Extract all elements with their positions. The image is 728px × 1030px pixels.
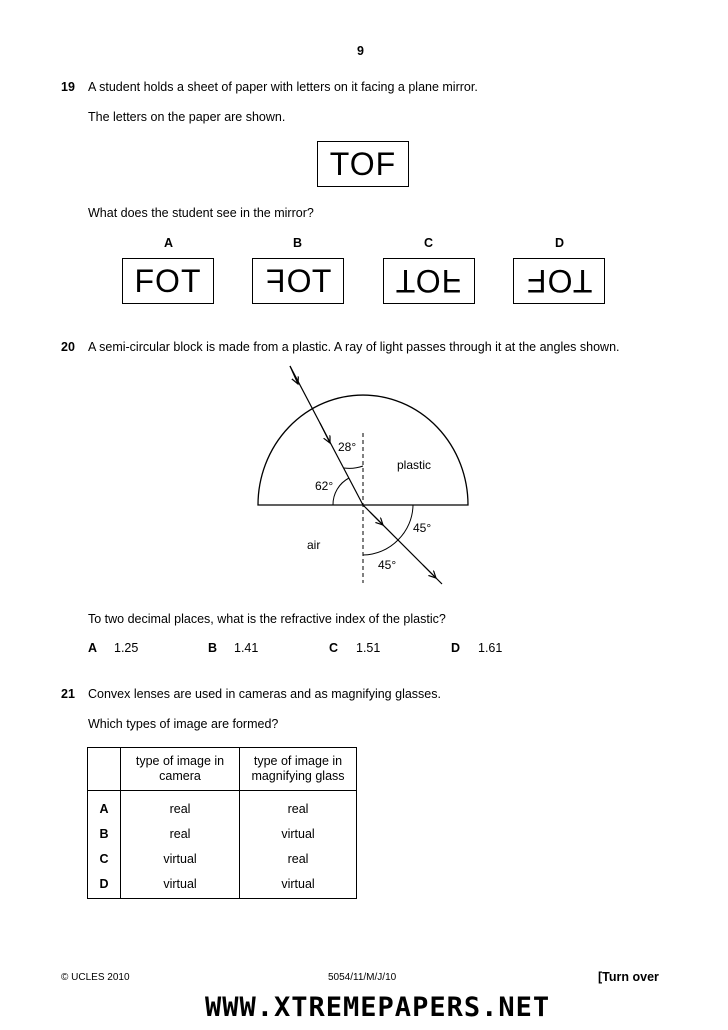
row-label: B <box>88 821 121 846</box>
q20-option-a-label: A <box>88 641 98 655</box>
option-b-box <box>252 258 344 304</box>
question-20-text: A semi-circular block is made from a plastic. A ray of light passes through it at the angles shown. <box>88 340 620 354</box>
row-label: C <box>88 846 121 871</box>
q20-option-b-label: B <box>208 641 218 655</box>
option-c-label: C <box>424 236 434 250</box>
angle-label-62: 62° <box>315 479 334 493</box>
q20-option-d-value: 1.61 <box>478 641 503 655</box>
option-d-label: D <box>555 236 565 250</box>
header-magnifier-line2: magnifying glass <box>251 769 345 783</box>
table-row <box>88 846 357 871</box>
label-air: air <box>307 538 321 552</box>
question-19-number: 19 <box>61 80 75 94</box>
angle-label-45-bottom: 45° <box>378 558 397 572</box>
angle-arc-28 <box>344 466 363 468</box>
paper-letters: TOF <box>329 146 397 182</box>
angle-arc-45-right <box>398 505 413 540</box>
q20-option-d-label: D <box>451 641 461 655</box>
header-magnifier-line1: type of image in <box>253 754 343 768</box>
option-d-box <box>513 258 605 304</box>
q20-option-b-value: 1.41 <box>234 641 259 655</box>
page-number: 9 <box>357 44 364 58</box>
question-20-number: 20 <box>61 340 75 354</box>
table-header-magnifier <box>240 748 357 791</box>
row-label: A <box>88 791 121 822</box>
angle-arc-45-bottom <box>363 540 398 555</box>
row-camera: virtual <box>121 871 240 898</box>
angle-label-28: 28° <box>338 440 357 454</box>
option-c-box <box>383 258 475 304</box>
refraction-diagram <box>240 362 490 592</box>
option-c-letters: TOF <box>395 263 463 299</box>
option-b-label: B <box>293 236 303 250</box>
angle-label-45-right: 45° <box>413 521 432 535</box>
question-21-text: Convex lenses are used in cameras and as magnifying glasses. <box>88 687 441 701</box>
row-magnifier: real <box>240 791 357 822</box>
question-19-prompt: What does the student see in the mirror? <box>88 206 314 220</box>
question-21-number: 21 <box>61 687 75 701</box>
header-camera-line1: type of image in <box>135 754 225 768</box>
question-19-text: A student holds a sheet of paper with letters on it facing a plane mirror. <box>88 80 478 94</box>
q20-option-c-label: C <box>329 641 339 655</box>
table-row <box>88 821 357 846</box>
footer-turn-over: [Turn over <box>598 970 659 984</box>
incident-arrow-top <box>290 366 298 384</box>
option-d-letters: TOF <box>525 263 593 299</box>
table-header-camera <box>121 748 240 791</box>
row-camera: real <box>121 821 240 846</box>
row-camera: virtual <box>121 846 240 871</box>
option-a-label: A <box>164 236 174 250</box>
image-types-table <box>87 747 357 899</box>
question-21-prompt: Which types of image are formed? <box>88 717 279 731</box>
option-a-box <box>122 258 214 304</box>
footer-copyright: © UCLES 2010 <box>61 972 130 983</box>
option-a-letters: FOT <box>134 263 202 299</box>
footer-watermark: WWW.XTREMEPAPERS.NET <box>205 992 551 1023</box>
row-magnifier: virtual <box>240 821 357 846</box>
row-magnifier: virtual <box>240 871 357 898</box>
question-20-prompt: To two decimal places, what is the refractive index of the plastic? <box>88 612 446 626</box>
incident-arrow-mid <box>320 423 330 443</box>
table-header-row <box>88 748 357 791</box>
emergent-arrow-1 <box>370 512 383 525</box>
option-b-letters: TOF <box>264 263 332 299</box>
table-row <box>88 791 357 822</box>
row-label: D <box>88 871 121 898</box>
header-camera-line2: camera <box>159 769 201 783</box>
table-row <box>88 871 357 898</box>
image-types-table-wrapper <box>87 747 357 899</box>
paper-letters-box <box>317 141 409 187</box>
question-19-letters-intro: The letters on the paper are shown. <box>88 110 286 124</box>
row-magnifier: real <box>240 846 357 871</box>
footer-paper-code: 5054/11/M/J/10 <box>328 972 397 983</box>
q20-option-a-value: 1.25 <box>114 641 139 655</box>
row-camera: real <box>121 791 240 822</box>
label-plastic: plastic <box>397 458 432 472</box>
q20-option-c-value: 1.51 <box>356 641 381 655</box>
emergent-arrow-2 <box>423 565 436 578</box>
angle-arc-62 <box>333 478 349 505</box>
table-header-empty <box>88 748 121 791</box>
